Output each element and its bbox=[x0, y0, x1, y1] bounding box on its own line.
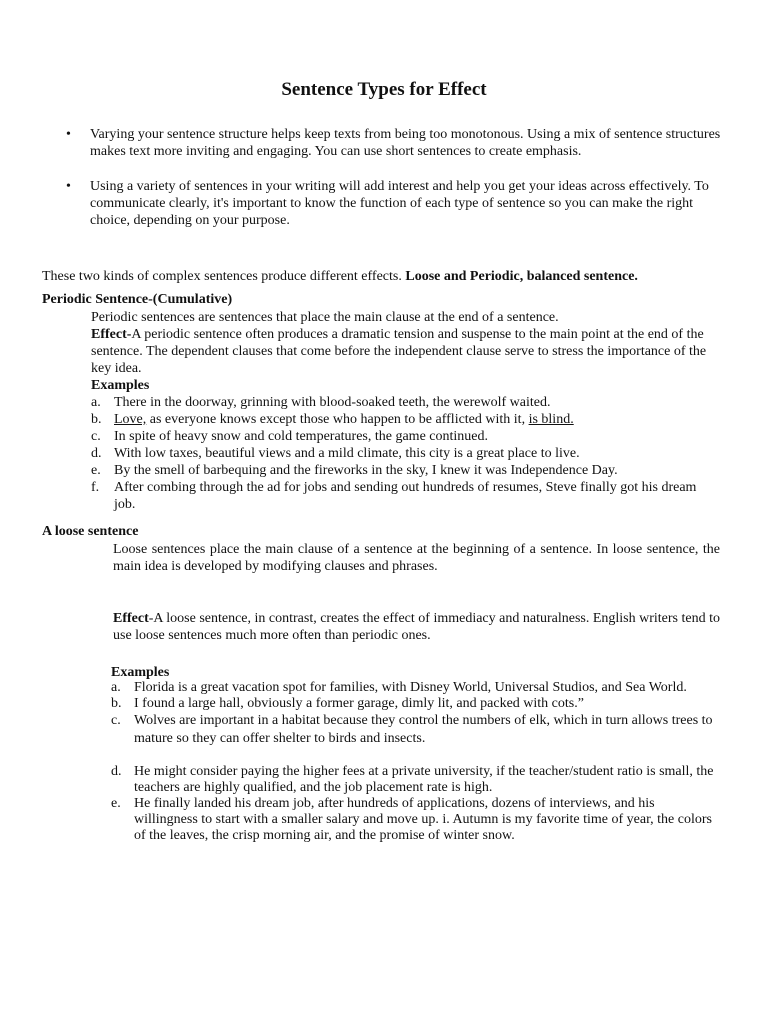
list-text: After combing through the ad for jobs and sending out hundreds of resumes, Steve finally got his dream job. bbox=[114, 480, 697, 512]
bullet-icon: • bbox=[66, 127, 71, 142]
bullet-item bbox=[64, 126, 724, 160]
loose-heading: A loose sentence bbox=[42, 524, 139, 539]
page-title: Sentence Types for Effect bbox=[281, 79, 487, 100]
list-letter: c. bbox=[91, 429, 101, 444]
list-letter: f. bbox=[91, 480, 100, 495]
periodic-effect bbox=[91, 326, 721, 377]
periodic-heading: Periodic Sentence-(Cumulative) bbox=[42, 292, 233, 307]
list-text: He finally landed his dream job, after hundreds of applications, dozens of interviews, and his willingness to start with a smaller salary and move up. i. Autumn is my favorite time of year, the colors of the leaves, the crisp morning air, and the promise of winter snow. bbox=[134, 796, 712, 843]
list-text: With low taxes, beautiful views and a mild climate, this city is a great place to live. bbox=[114, 446, 580, 461]
intro-paragraph bbox=[42, 268, 732, 285]
list-text: I found a large hall, obviously a former garage, dimly lit, and packed with cots.” bbox=[134, 696, 584, 711]
list-item bbox=[91, 445, 721, 462]
list-text: as everyone knows except those who happen to be afflicted with it, bbox=[146, 412, 529, 427]
bullet-list bbox=[64, 126, 724, 247]
list-item bbox=[111, 764, 721, 796]
list-letter: d. bbox=[111, 764, 122, 779]
list-spacer bbox=[111, 748, 721, 764]
periodic-examples-heading: Examples bbox=[91, 378, 150, 393]
bullet-icon: • bbox=[66, 179, 71, 194]
list-text: In spite of heavy snow and cold temperatures, the game continued. bbox=[114, 429, 488, 444]
list-item bbox=[111, 696, 721, 712]
effect-label: Effect- bbox=[91, 327, 132, 342]
list-letter: c. bbox=[111, 713, 121, 728]
effect-text: A periodic sentence often produces a dramatic tension and suspense to the main point at the end of the sentence. The dependent clauses that come before the independent clause serve to stress the importance of the key idea. bbox=[91, 327, 707, 376]
periodic-definition: Periodic sentences are sentences that place the main clause at the end of a sentence. bbox=[91, 310, 559, 325]
effect-text: -A loose sentence, in contrast, creates the effect of immediacy and naturalness. English writers tend to use loose sentences much more often than periodic ones. bbox=[113, 611, 720, 643]
list-text: Florida is a great vacation spot for families, with Disney World, Universal Studios, and Sea World. bbox=[134, 680, 687, 695]
loose-definition: Loose sentences place the main clause of a sentence at the beginning of a sentence. In loose sentence, the main idea is developed by modifying clauses and phrases. bbox=[113, 542, 720, 574]
list-letter: e. bbox=[91, 463, 101, 478]
periodic-examples-list bbox=[91, 394, 721, 513]
list-item bbox=[91, 394, 721, 411]
intro-text: These two kinds of complex sentences produce different effects. bbox=[42, 269, 406, 284]
list-letter: a. bbox=[111, 680, 121, 695]
list-item bbox=[91, 428, 721, 445]
intro-bold-text: Loose and Periodic, balanced sentence. bbox=[405, 269, 638, 284]
list-text: There in the doorway, grinning with blood-soaked teeth, the werewolf waited. bbox=[114, 395, 551, 410]
list-letter: e. bbox=[111, 796, 121, 811]
list-item bbox=[91, 479, 721, 513]
loose-effect bbox=[113, 610, 720, 644]
effect-label: Effect bbox=[113, 611, 149, 626]
list-item bbox=[111, 680, 721, 696]
bullet-item bbox=[64, 178, 724, 229]
loose-examples-heading: Examples bbox=[111, 665, 170, 680]
list-letter: b. bbox=[91, 412, 102, 427]
underlined-text: Love, bbox=[114, 412, 147, 427]
list-item bbox=[91, 462, 721, 479]
list-item bbox=[111, 796, 721, 844]
periodic-section bbox=[91, 309, 721, 513]
list-letter: b. bbox=[111, 696, 122, 711]
list-letter: a. bbox=[91, 395, 101, 410]
bullet-text: Varying your sentence structure helps keep texts from being too monotonous. Using a mix of sentence structures makes text more inviting and engaging. You can use short sentences to create emphasis. bbox=[90, 127, 721, 159]
list-text: Wolves are important in a habitat because they control the numbers of elk, which in turn allows trees to mature so they can offer shelter to birds and insects. bbox=[134, 713, 713, 746]
list-item bbox=[91, 411, 721, 428]
list-text: He might consider paying the higher fees at a private university, if the teacher/student ratio is small, the teachers are highly qualified, and the job placement rate is high. bbox=[134, 764, 714, 795]
bullet-text: Using a variety of sentences in your writing will add interest and help you get your ideas across effectively. To communicate clearly, it's important to know the function of each type of sentence so you can make the right choice, depending on your purpose. bbox=[90, 179, 709, 228]
list-letter: d. bbox=[91, 446, 102, 461]
loose-examples-list bbox=[111, 680, 721, 844]
list-text: By the smell of barbequing and the fireworks in the sky, I knew it was Independence Day. bbox=[114, 463, 618, 478]
underlined-text: is blind. bbox=[528, 412, 574, 427]
list-item bbox=[111, 712, 721, 748]
